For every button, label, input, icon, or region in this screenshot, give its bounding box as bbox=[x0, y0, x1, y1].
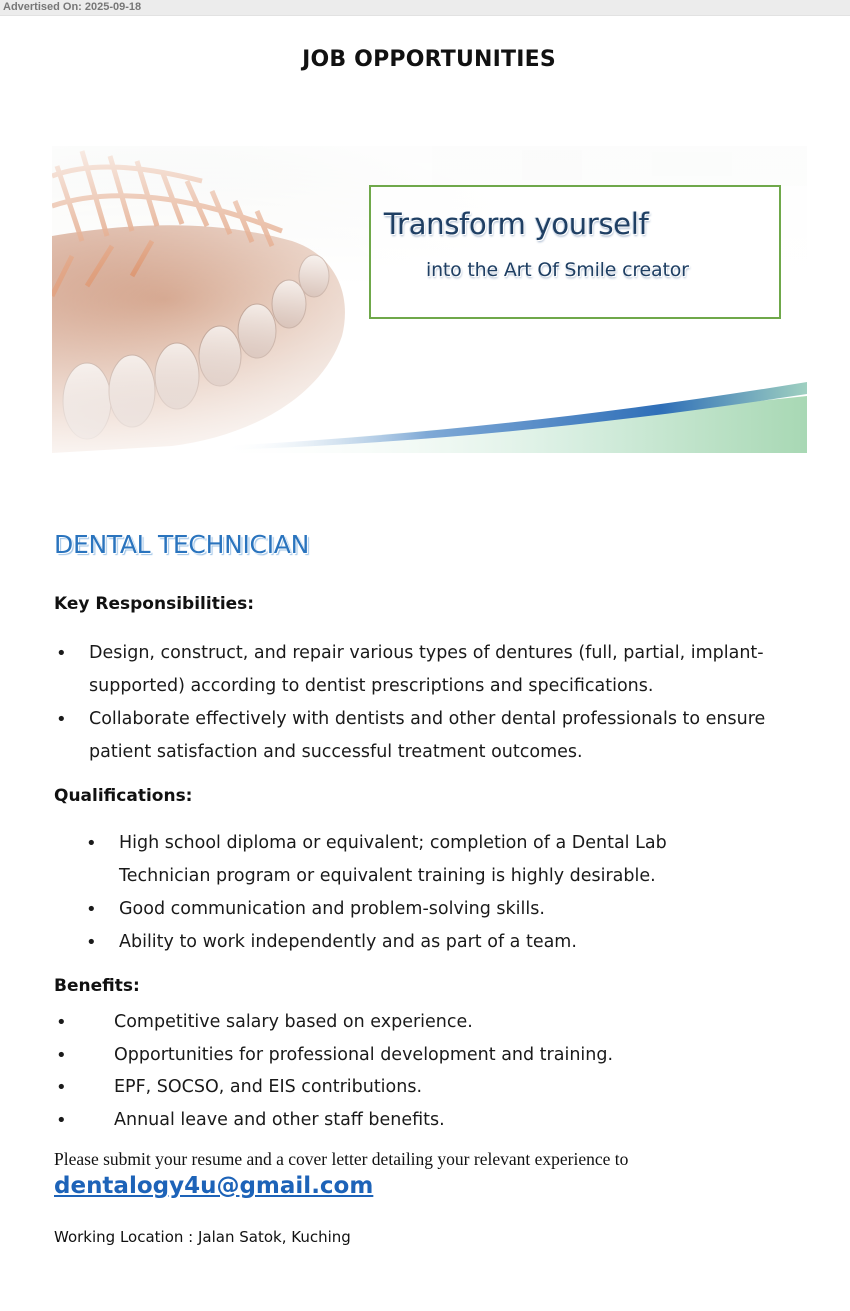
bullet-icon: • bbox=[86, 833, 97, 854]
tagline-line-1: Transform yourself bbox=[384, 207, 649, 241]
list-item-text: Collaborate effectively with dentists and other dental professionals to ensure patient satisfaction and successful treatment outcomes. bbox=[89, 709, 766, 762]
responsibilities-list bbox=[54, 637, 814, 769]
bullet-icon: • bbox=[56, 1012, 67, 1033]
list-item-text: Annual leave and other staff benefits. bbox=[114, 1109, 445, 1130]
list-item-text: Design, construct, and repair various types of dentures (full, partial, implant-supported) according to dentist prescriptions and specifications. bbox=[89, 643, 764, 696]
list-item-text: High school diploma or equivalent; completion of a Dental Lab Technician program or equivalent training is highly desirable. bbox=[119, 833, 667, 886]
list-item bbox=[54, 1104, 754, 1137]
bullet-icon: • bbox=[56, 1109, 67, 1131]
bullet-icon: • bbox=[56, 643, 67, 664]
benefits-list bbox=[54, 1006, 754, 1136]
list-item bbox=[54, 1039, 754, 1072]
list-item bbox=[54, 703, 814, 769]
list-item bbox=[54, 1071, 754, 1104]
list-item-text: Ability to work independently and as part of a team. bbox=[119, 932, 577, 952]
list-item bbox=[84, 893, 724, 926]
bullet-icon: • bbox=[56, 709, 67, 730]
list-item bbox=[54, 637, 814, 703]
email-link[interactable]: dentalogy4u@gmail.com bbox=[54, 1173, 374, 1199]
advertised-bar bbox=[0, 0, 850, 16]
list-item-text: EPF, SOCSO, and EIS contributions. bbox=[114, 1077, 423, 1097]
responsibilities-heading: Key Responsibilities: bbox=[54, 594, 255, 614]
tagline-line-2: into the Art Of Smile creator bbox=[426, 259, 689, 281]
page-title: JOB OPPORTUNITIES bbox=[302, 47, 556, 72]
list-item-text: Good communication and problem-solving skills. bbox=[119, 899, 545, 919]
benefits-heading: Benefits: bbox=[54, 976, 140, 996]
advertised-date: Advertised On: 2025-09-18 bbox=[3, 1, 142, 13]
list-item bbox=[84, 827, 724, 893]
qualifications-list bbox=[84, 827, 724, 959]
list-item-text: Competitive salary based on experience. bbox=[114, 1012, 473, 1032]
qualifications-heading: Qualifications: bbox=[54, 786, 193, 806]
bullet-icon: • bbox=[56, 1044, 67, 1066]
job-title: DENTAL TECHNICIAN bbox=[54, 530, 309, 559]
apply-instructions: Please submit your resume and a cover letter detailing your relevant experience to bbox=[54, 1149, 629, 1169]
tagline-box bbox=[369, 185, 781, 319]
list-item bbox=[84, 926, 724, 959]
bullet-icon: • bbox=[56, 1077, 67, 1098]
list-item bbox=[54, 1006, 754, 1039]
bullet-icon: • bbox=[86, 932, 97, 953]
bullet-icon: • bbox=[86, 899, 97, 920]
working-location: Working Location : Jalan Satok, Kuching bbox=[54, 1228, 351, 1246]
list-item-text: Opportunities for professional development and training. bbox=[114, 1044, 614, 1065]
banner-image bbox=[52, 146, 807, 453]
